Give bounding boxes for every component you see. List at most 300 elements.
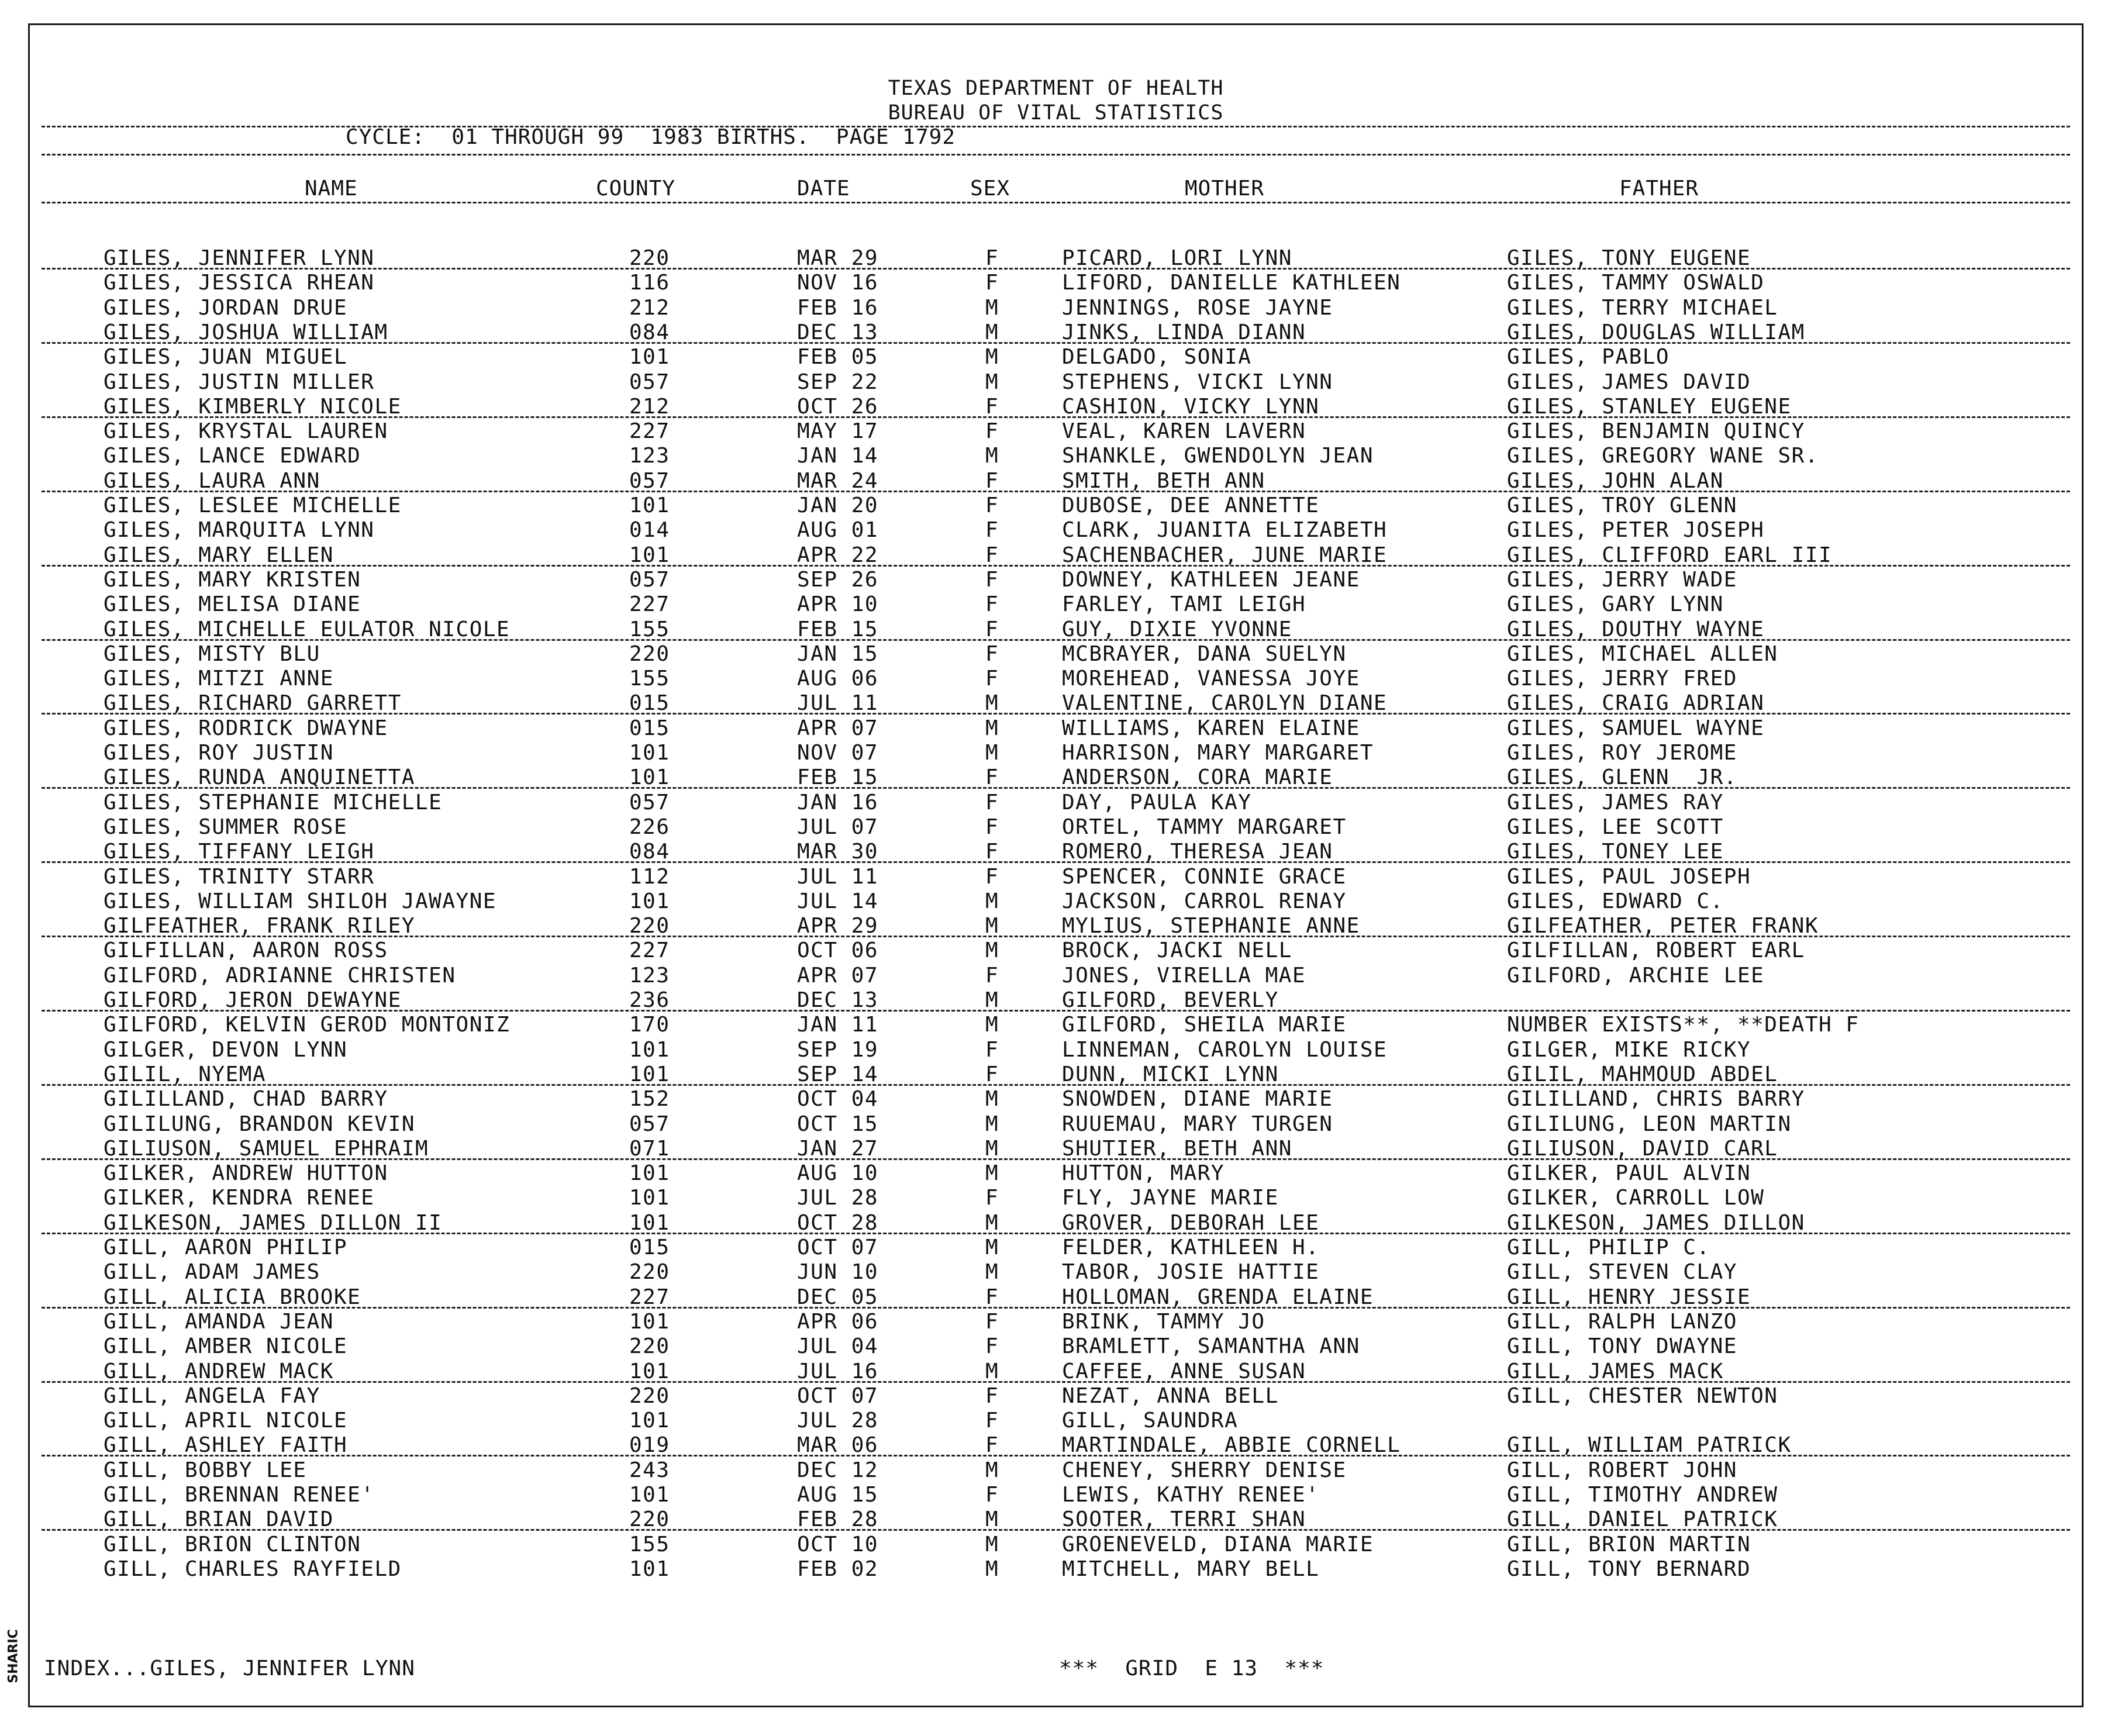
cell-name: GILES, MARQUITA LYNN — [104, 518, 375, 543]
table-row — [30, 889, 2082, 914]
cell-date: AUG 15 — [797, 1483, 879, 1507]
cell-sex: M — [985, 444, 999, 468]
cell-name: GILKER, KENDRA RENEE — [104, 1186, 375, 1210]
table-row — [30, 1483, 2082, 1507]
table-row — [30, 345, 2082, 370]
table-row — [30, 741, 2082, 765]
cell-county: 015 — [629, 691, 670, 716]
table-row — [30, 1533, 2082, 1557]
cell-date: DEC 13 — [797, 320, 879, 344]
table-row — [30, 1260, 2082, 1285]
cell-name: GILL, AMBER NICOLE — [104, 1334, 348, 1359]
cell-name: GILL, AMANDA JEAN — [104, 1309, 334, 1334]
cell-name: GILKER, ANDREW HUTTON — [104, 1161, 388, 1186]
cell-name: GILES, MICHELLE EULATOR NICOLE — [104, 617, 510, 641]
cell-date: MAY 17 — [797, 419, 879, 444]
cell-father: GILES, GLENN JR. — [1507, 765, 1737, 790]
cell-county: 236 — [629, 988, 670, 1012]
cell-county: 155 — [629, 1532, 670, 1556]
row-rule — [42, 491, 2070, 492]
cell-name: GILES, RODRICK DWAYNE — [104, 716, 388, 740]
cell-date: SEP 19 — [797, 1037, 879, 1062]
cell-father: GILES, TERRY MICHAEL — [1507, 295, 1778, 320]
cell-date: AUG 10 — [797, 1161, 879, 1186]
cell-date: APR 07 — [797, 716, 879, 740]
cell-date: APR 22 — [797, 543, 879, 567]
cell-sex: M — [985, 1532, 999, 1556]
cell-county: 212 — [629, 394, 670, 419]
cell-name: GILES, LESLEE MICHELLE — [104, 493, 402, 517]
cell-sex: F — [985, 419, 999, 444]
cell-county: 112 — [629, 864, 670, 889]
cell-county: 155 — [629, 667, 670, 691]
cell-date: SEP 26 — [797, 567, 879, 592]
bureau-title: BUREAU OF VITAL STATISTICS — [888, 101, 1224, 125]
cell-mother: STEPHENS, VICKI LYNN — [1062, 370, 1333, 394]
cell-mother: DAY, PAULA KAY — [1062, 790, 1252, 814]
cell-date: FEB 15 — [797, 765, 879, 790]
cell-sex: F — [985, 1409, 999, 1433]
cell-father: GILES, GARY LYNN — [1507, 592, 1724, 617]
cell-county: 057 — [629, 370, 670, 394]
table-row — [30, 469, 2082, 493]
cell-mother: TABOR, JOSIE HATTIE — [1062, 1260, 1320, 1285]
table-row — [30, 1557, 2082, 1582]
cell-name: GILL, ANDREW MACK — [104, 1359, 334, 1383]
cell-father: GILES, DOUGLAS WILLIAM — [1507, 320, 1805, 344]
table-row — [30, 840, 2082, 864]
cell-date: MAR 06 — [797, 1433, 879, 1458]
cell-name: GILES, MISTY BLU — [104, 641, 320, 666]
cell-sex: M — [985, 1087, 999, 1112]
cell-name: GILES, JOSHUA WILLIAM — [104, 320, 388, 344]
row-rule — [42, 268, 2070, 270]
cell-county: 212 — [629, 295, 670, 320]
cell-mother: DUNN, MICKI LYNN — [1062, 1062, 1279, 1086]
cell-father: GILL, HENRY JESSIE — [1507, 1285, 1751, 1309]
cell-date: JAN 20 — [797, 493, 879, 517]
table-row — [30, 518, 2082, 543]
cell-name: GILKESON, JAMES DILLON II — [104, 1210, 443, 1235]
cell-father: GILES, DOUTHY WAYNE — [1507, 617, 1765, 641]
cell-mother: BROCK, JACKI NELL — [1062, 938, 1292, 963]
table-row — [30, 419, 2082, 444]
cell-sex: F — [985, 1309, 999, 1334]
cell-name: GILIL, NYEMA — [104, 1062, 267, 1086]
cell-date: NOV 07 — [797, 741, 879, 765]
cell-name: GILES, LAURA ANN — [104, 468, 320, 493]
cell-sex: F — [985, 1037, 999, 1062]
cell-father: GILFEATHER, PETER FRANK — [1507, 914, 1819, 938]
cell-sex: M — [985, 1507, 999, 1532]
cell-sex: F — [985, 617, 999, 641]
cell-name: GILL, BRION CLINTON — [104, 1532, 361, 1556]
cell-mother: VALENTINE, CAROLYN DIANE — [1062, 691, 1388, 716]
table-row — [30, 1112, 2082, 1137]
cell-mother: PICARD, LORI LYNN — [1062, 246, 1292, 270]
cell-county: 227 — [629, 419, 670, 444]
cell-date: DEC 13 — [797, 988, 879, 1012]
cell-date: OCT 10 — [797, 1532, 879, 1556]
cell-county: 084 — [629, 320, 670, 344]
cell-date: JUL 04 — [797, 1334, 879, 1359]
cell-county: 057 — [629, 468, 670, 493]
cell-county: 101 — [629, 493, 670, 517]
table-row — [30, 320, 2082, 345]
cell-county: 071 — [629, 1136, 670, 1161]
cell-mother: FLY, JAYNE MARIE — [1062, 1186, 1279, 1210]
cell-father: GILES, CRAIG ADRIAN — [1507, 691, 1765, 716]
cell-name: GILES, KIMBERLY NICOLE — [104, 394, 402, 419]
cell-date: JUL 28 — [797, 1186, 879, 1210]
table-row — [30, 296, 2082, 320]
cell-sex: F — [985, 271, 999, 295]
cell-county: 057 — [629, 790, 670, 814]
row-rule — [42, 1455, 2070, 1457]
cell-sex: M — [985, 716, 999, 740]
cell-county: 101 — [629, 1037, 670, 1062]
cell-date: APR 07 — [797, 963, 879, 988]
cell-father: GILES, EDWARD C. — [1507, 889, 1724, 913]
cell-county: 101 — [629, 1483, 670, 1507]
index-footer: INDEX...GILES, JENNIFER LYNN — [44, 1656, 415, 1680]
cell-date: NOV 16 — [797, 271, 879, 295]
side-label — [2, 1625, 23, 1690]
table-row — [30, 1211, 2082, 1235]
cell-county: 220 — [629, 914, 670, 938]
cell-county: 057 — [629, 567, 670, 592]
cell-name: GILL, BRIAN DAVID — [104, 1507, 334, 1532]
row-rule — [42, 1158, 2070, 1160]
table-row — [30, 1062, 2082, 1087]
cell-date: SEP 22 — [797, 370, 879, 394]
cell-date: APR 06 — [797, 1309, 879, 1334]
table-row — [30, 988, 2082, 1013]
cell-name: GILES, SUMMER ROSE — [104, 814, 348, 839]
cell-mother: BRINK, TAMMY JO — [1062, 1309, 1265, 1334]
cell-county: 226 — [629, 814, 670, 839]
cell-name: GILES, MARY KRISTEN — [104, 567, 361, 592]
cell-name: GILES, TRINITY STARR — [104, 864, 375, 889]
cell-mother: LEWIS, KATHY RENEE' — [1062, 1483, 1320, 1507]
cell-name: GILES, KRYSTAL LAUREN — [104, 419, 388, 444]
cell-name: GILGER, DEVON LYNN — [104, 1037, 348, 1062]
cell-mother: GROVER, DEBORAH LEE — [1062, 1210, 1320, 1235]
cell-mother: CAFFEE, ANNE SUSAN — [1062, 1359, 1306, 1383]
table-row — [30, 370, 2082, 395]
cell-mother: MARTINDALE, ABBIE CORNELL — [1062, 1433, 1401, 1458]
cell-date: APR 10 — [797, 592, 879, 617]
cell-county: 227 — [629, 938, 670, 963]
cell-name: GILIUSON, SAMUEL EPHRAIM — [104, 1136, 429, 1161]
cell-sex: F — [985, 765, 999, 790]
cell-sex: M — [985, 1136, 999, 1161]
row-rule — [42, 342, 2070, 344]
cell-father: GILL, TONY BERNARD — [1507, 1556, 1751, 1581]
cell-father: GILL, STEVEN CLAY — [1507, 1260, 1737, 1285]
cell-sex: M — [985, 1359, 999, 1383]
cell-sex: F — [985, 394, 999, 419]
cell-county: 101 — [629, 1062, 670, 1086]
cell-county: 015 — [629, 716, 670, 740]
table-row — [30, 914, 2082, 938]
cell-father: GILL, RALPH LANZO — [1507, 1309, 1737, 1334]
cell-sex: M — [985, 1210, 999, 1235]
cell-date: FEB 16 — [797, 295, 879, 320]
cell-father: GILIL, MAHMOUD ABDEL — [1507, 1062, 1778, 1086]
cell-name: GILES, MELISA DIANE — [104, 592, 361, 617]
cell-mother: HUTTON, MARY — [1062, 1161, 1225, 1186]
cell-mother: SHANKLE, GWENDOLYN JEAN — [1062, 444, 1374, 468]
cell-date: MAR 30 — [797, 840, 879, 864]
cell-sex: F — [985, 567, 999, 592]
cell-date: MAR 24 — [797, 468, 879, 493]
cell-father: GILES, STANLEY EUGENE — [1507, 394, 1792, 419]
cell-county: 101 — [629, 1186, 670, 1210]
row-rule — [42, 861, 2070, 863]
cell-father: GILES, MICHAEL ALLEN — [1507, 641, 1778, 666]
cell-sex: F — [985, 543, 999, 567]
cell-date: DEC 05 — [797, 1285, 879, 1309]
cell-county: 101 — [629, 741, 670, 765]
cell-county: 227 — [629, 1285, 670, 1309]
cell-date: JUL 11 — [797, 691, 879, 716]
table-row — [30, 1013, 2082, 1037]
table-row — [30, 1384, 2082, 1409]
cell-father: GILKESON, JAMES DILLON — [1507, 1210, 1805, 1235]
cell-father: GILL, PHILIP C. — [1507, 1235, 1710, 1259]
row-rule — [42, 639, 2070, 641]
cell-father: GILILUNG, LEON MARTIN — [1507, 1112, 1792, 1136]
cell-mother: JONES, VIRELLA MAE — [1062, 963, 1306, 988]
cell-sex: M — [985, 889, 999, 913]
grid-footer: *** GRID E 13 *** — [1059, 1656, 1324, 1680]
table-row — [30, 1087, 2082, 1112]
table-row — [30, 1235, 2082, 1260]
table-row — [30, 1186, 2082, 1210]
cell-mother: ORTEL, TAMMY MARGARET — [1062, 814, 1347, 839]
cell-father: NUMBER EXISTS**, **DEATH F — [1507, 1013, 1860, 1037]
cell-mother: MITCHELL, MARY BELL — [1062, 1556, 1320, 1581]
table-row — [30, 1507, 2082, 1532]
cell-father: GILFORD, ARCHIE LEE — [1507, 963, 1765, 988]
cell-mother: JACKSON, CARROL RENAY — [1062, 889, 1347, 913]
cell-name: GILL, ADAM JAMES — [104, 1260, 320, 1285]
cell-mother: CLARK, JUANITA ELIZABETH — [1062, 518, 1388, 543]
table-row — [30, 1409, 2082, 1433]
cell-sex: F — [985, 963, 999, 988]
cell-sex: M — [985, 1161, 999, 1186]
table-row — [30, 1433, 2082, 1458]
cell-date: JUL 14 — [797, 889, 879, 913]
cell-county: 220 — [629, 1507, 670, 1532]
cell-mother: MYLIUS, STEPHANIE ANNE — [1062, 914, 1360, 938]
row-rule — [42, 1381, 2070, 1383]
cell-name: GILES, ROY JUSTIN — [104, 741, 334, 765]
cell-mother: MCBRAYER, DANA SUELYN — [1062, 641, 1347, 666]
cell-father: GILIUSON, DAVID CARL — [1507, 1136, 1778, 1161]
cell-name: GILL, ALICIA BROOKE — [104, 1285, 361, 1309]
cell-date: OCT 28 — [797, 1210, 879, 1235]
cell-sex: F — [985, 1334, 999, 1359]
cell-sex: F — [985, 592, 999, 617]
cell-county: 101 — [629, 1210, 670, 1235]
cell-date: JAN 11 — [797, 1013, 879, 1037]
cell-mother: DELGADO, SONIA — [1062, 345, 1252, 370]
cell-date: JUL 16 — [797, 1359, 879, 1383]
cell-father: GILES, JERRY WADE — [1507, 567, 1737, 592]
cell-name: GILFILLAN, AARON ROSS — [104, 938, 388, 963]
side-label-text: SHARIC — [6, 1629, 21, 1683]
cell-father: GILKER, CARROLL LOW — [1507, 1186, 1765, 1210]
cell-sex: F — [985, 1433, 999, 1458]
cell-county: 116 — [629, 271, 670, 295]
cell-father: GILL, BRION MARTIN — [1507, 1532, 1751, 1556]
cell-mother: DUBOSE, DEE ANNETTE — [1062, 493, 1320, 517]
cell-sex: F — [985, 493, 999, 517]
cell-mother: WILLIAMS, KAREN ELAINE — [1062, 716, 1360, 740]
cell-county: 101 — [629, 1556, 670, 1581]
cell-county: 101 — [629, 1161, 670, 1186]
cell-name: GILES, RUNDA ANQUINETTA — [104, 765, 415, 790]
cell-date: JUN 10 — [797, 1260, 879, 1285]
table-row — [30, 1458, 2082, 1483]
row-rule — [42, 1010, 2070, 1012]
cell-name: GILES, STEPHANIE MICHELLE — [104, 790, 443, 814]
cell-name: GILL, ANGELA FAY — [104, 1383, 320, 1408]
cell-mother: LINNEMAN, CAROLYN LOUISE — [1062, 1037, 1388, 1062]
cell-county: 227 — [629, 592, 670, 617]
cell-mother: GILFORD, BEVERLY — [1062, 988, 1279, 1012]
cell-name: GILES, MITZI ANNE — [104, 667, 334, 691]
cell-name: GILL, BOBBY LEE — [104, 1458, 307, 1482]
table-row — [30, 691, 2082, 716]
table-row — [30, 592, 2082, 617]
cell-date: OCT 04 — [797, 1087, 879, 1112]
table-row — [30, 444, 2082, 468]
table-row — [30, 1359, 2082, 1384]
cell-father: GILES, JAMES RAY — [1507, 790, 1724, 814]
table-row — [30, 865, 2082, 889]
cell-date: JAN 14 — [797, 444, 879, 468]
cell-mother: SHUTIER, BETH ANN — [1062, 1136, 1292, 1161]
cell-date: OCT 07 — [797, 1235, 879, 1259]
cell-mother: CASHION, VICKY LYNN — [1062, 394, 1320, 419]
cell-father: GILES, TAMMY OSWALD — [1507, 271, 1765, 295]
cell-county: 101 — [629, 889, 670, 913]
cell-father: GILL, TIMOTHY ANDREW — [1507, 1483, 1778, 1507]
cell-sex: F — [985, 814, 999, 839]
cell-name: GILES, LANCE EDWARD — [104, 444, 361, 468]
cell-name: GILILUNG, BRANDON KEVIN — [104, 1112, 415, 1136]
table-row — [30, 271, 2082, 295]
cell-name: GILFORD, KELVIN GEROD MONTONIZ — [104, 1013, 510, 1037]
cell-sex: M — [985, 988, 999, 1012]
cell-county: 123 — [629, 963, 670, 988]
cell-date: JAN 27 — [797, 1136, 879, 1161]
cell-father: GILES, PETER JOSEPH — [1507, 518, 1765, 543]
cell-county: 152 — [629, 1087, 670, 1112]
cell-date: AUG 01 — [797, 518, 879, 543]
cell-sex: F — [985, 1062, 999, 1086]
cell-sex: M — [985, 1112, 999, 1136]
cell-date: APR 29 — [797, 914, 879, 938]
row-rule — [42, 936, 2070, 937]
cell-date: OCT 15 — [797, 1112, 879, 1136]
cell-mother: CHENEY, SHERRY DENISE — [1062, 1458, 1347, 1482]
cell-sex: F — [985, 518, 999, 543]
cell-sex: M — [985, 320, 999, 344]
cell-father: GILES, BENJAMIN QUINCY — [1507, 419, 1805, 444]
table-row — [30, 716, 2082, 741]
row-rule — [42, 1233, 2070, 1234]
cell-father: GILKER, PAUL ALVIN — [1507, 1161, 1751, 1186]
table-row — [30, 493, 2082, 518]
cell-mother: MOREHEAD, VANESSA JOYE — [1062, 667, 1360, 691]
cell-mother: GILFORD, SHEILA MARIE — [1062, 1013, 1347, 1037]
cell-mother: JINKS, LINDA DIANN — [1062, 320, 1306, 344]
cell-father: GILES, JOHN ALAN — [1507, 468, 1724, 493]
cell-date: OCT 07 — [797, 1383, 879, 1408]
cell-mother: GUY, DIXIE YVONNE — [1062, 617, 1292, 641]
cell-mother: HOLLOMAN, GRENDA ELAINE — [1062, 1285, 1374, 1309]
cell-name: GILES, JUAN MIGUEL — [104, 345, 348, 370]
cell-date: JUL 11 — [797, 864, 879, 889]
cell-county: 014 — [629, 518, 670, 543]
cell-county: 123 — [629, 444, 670, 468]
column-header-date: DATE — [797, 177, 850, 201]
birth-records-table — [30, 25, 2082, 1706]
cell-county: 101 — [629, 345, 670, 370]
cell-sex: F — [985, 246, 999, 270]
row-rule — [42, 1529, 2070, 1531]
cell-father: GILES, ROY JEROME — [1507, 741, 1737, 765]
cell-mother: GROENEVELD, DIANA MARIE — [1062, 1532, 1374, 1556]
cell-name: GILILLAND, CHAD BARRY — [104, 1087, 388, 1112]
table-row — [30, 568, 2082, 592]
cell-father: GILGER, MIKE RICKY — [1507, 1037, 1751, 1062]
cell-county: 101 — [629, 1359, 670, 1383]
cell-father: GILL, CHESTER NEWTON — [1507, 1383, 1778, 1408]
row-rule — [42, 787, 2070, 789]
table-row — [30, 1038, 2082, 1062]
cell-father: GILES, TROY GLENN — [1507, 493, 1737, 517]
cell-county: 015 — [629, 1235, 670, 1259]
cell-father: GILL, DANIEL PATRICK — [1507, 1507, 1778, 1532]
cell-mother: SOOTER, TERRI SHAN — [1062, 1507, 1306, 1532]
row-rule — [42, 565, 2070, 567]
cell-mother: LIFORD, DANIELLE KATHLEEN — [1062, 271, 1401, 295]
cell-father: GILL, ROBERT JOHN — [1507, 1458, 1737, 1482]
cell-county: 101 — [629, 1309, 670, 1334]
cell-county: 243 — [629, 1458, 670, 1482]
cell-name: GILL, AARON PHILIP — [104, 1235, 348, 1259]
cell-name: GILES, JENNIFER LYNN — [104, 246, 375, 270]
table-row — [30, 617, 2082, 642]
cell-county: 155 — [629, 617, 670, 641]
cell-sex: M — [985, 295, 999, 320]
cell-mother: NEZAT, ANNA BELL — [1062, 1383, 1279, 1408]
cell-sex: M — [985, 691, 999, 716]
table-row — [30, 815, 2082, 840]
cell-father: GILILLAND, CHRIS BARRY — [1507, 1087, 1805, 1112]
cell-date: SEP 14 — [797, 1062, 879, 1086]
cell-sex: M — [985, 345, 999, 370]
cell-father: GILES, TONY EUGENE — [1507, 246, 1751, 270]
cell-father: GILES, PAUL JOSEPH — [1507, 864, 1751, 889]
cell-sex: F — [985, 1285, 999, 1309]
cell-father: GILES, TONEY LEE — [1507, 840, 1724, 864]
